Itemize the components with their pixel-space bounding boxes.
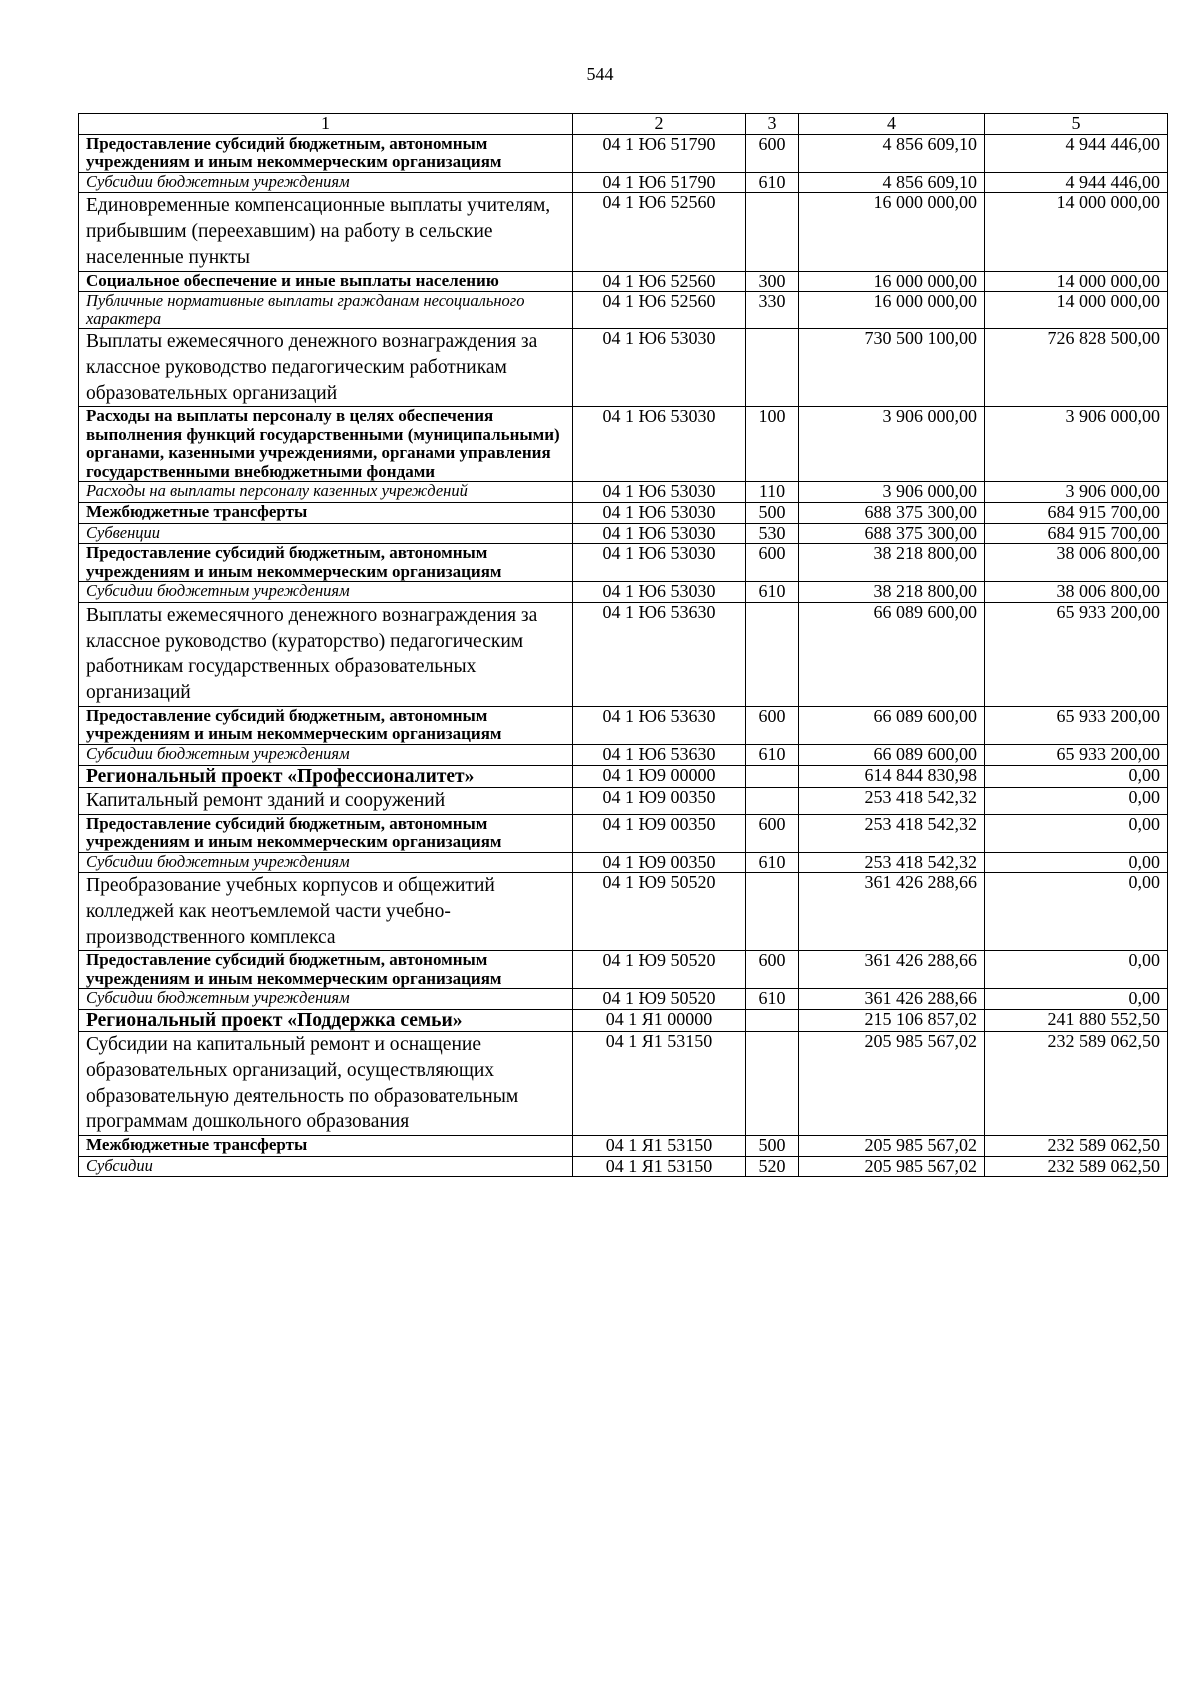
row-amount-2-cell: 0,00 [985,951,1168,989]
table-row [79,814,1168,852]
row-name-cell: Единовременные компенсационные выплаты учителям, прибывшим (переехавшим) на работу в сельские населенные пункты [79,193,573,271]
row-code-cell: 04 1 Ю9 00350 [573,852,746,873]
row-code-cell: 04 1 Я1 00000 [573,1010,746,1032]
header-col-2: 2 [573,114,746,135]
row-amount-1-cell: 215 106 857,02 [799,1010,985,1032]
row-expense-type-cell: 520 [746,1156,799,1177]
row-name-cell: Расходы на выплаты персоналу в целях обеспечения выполнения функций государственными (муниципальными) органами, казенными учреждениями, органами управления государственными внебюджетными фондами [79,407,573,482]
row-expense-type-cell [746,329,799,407]
row-name-cell: Региональный проект «Профессионалитет» [79,765,573,787]
row-name-cell: Преобразование учебных корпусов и общежитий колледжей как неотъемлемой части учебно-производственного комплекса [79,873,573,951]
row-code-cell: 04 1 Ю6 53030 [573,407,746,482]
header-row [79,114,1168,135]
row-name-cell: Субсидии бюджетным учреждениям [79,172,573,193]
budget-table [78,113,1168,1177]
row-amount-1-cell: 3 906 000,00 [799,407,985,482]
row-expense-type-cell: 610 [746,582,799,603]
row-code-cell: 04 1 Ю6 53030 [573,582,746,603]
row-code-cell: 04 1 Ю9 00350 [573,787,746,814]
row-amount-2-cell: 232 589 062,50 [985,1032,1168,1136]
table-body [79,134,1168,1177]
table-row [79,407,1168,482]
row-name-cell: Предоставление субсидий бюджетным, автономным учреждениям и иным некоммерческим организациям [79,544,573,582]
row-amount-2-cell: 0,00 [985,852,1168,873]
row-name-cell: Межбюджетные трансферты [79,1136,573,1157]
row-name-cell: Социальное обеспечение и иные выплаты населению [79,271,573,292]
row-name-cell: Публичные нормативные выплаты гражданам несоциального характера [79,292,573,329]
row-name-cell: Субвенции [79,523,573,544]
row-code-cell: 04 1 Ю9 50520 [573,951,746,989]
table-row [79,271,1168,292]
row-code-cell: 04 1 Ю6 53030 [573,482,746,503]
row-amount-2-cell: 4 944 446,00 [985,134,1168,172]
row-expense-type-cell: 610 [746,989,799,1010]
table-row [79,1032,1168,1136]
row-name-cell: Субсидии бюджетным учреждениям [79,744,573,765]
row-code-cell: 04 1 Ю6 53630 [573,744,746,765]
row-amount-2-cell: 4 944 446,00 [985,172,1168,193]
header-col-1: 1 [79,114,573,135]
row-amount-2-cell: 65 933 200,00 [985,602,1168,706]
row-amount-2-cell: 14 000 000,00 [985,292,1168,329]
row-expense-type-cell: 300 [746,271,799,292]
row-code-cell: 04 1 Ю6 51790 [573,172,746,193]
table-row [79,787,1168,814]
table-row [79,292,1168,329]
table-row [79,989,1168,1010]
row-amount-1-cell: 66 089 600,00 [799,706,985,744]
row-amount-2-cell: 0,00 [985,765,1168,787]
row-amount-2-cell: 38 006 800,00 [985,582,1168,603]
row-amount-1-cell: 3 906 000,00 [799,482,985,503]
table-row [79,582,1168,603]
row-expense-type-cell: 500 [746,503,799,524]
page-number: 544 [586,64,614,84]
row-code-cell: 04 1 Я1 53150 [573,1156,746,1177]
row-amount-1-cell: 38 218 800,00 [799,582,985,603]
row-amount-2-cell: 232 589 062,50 [985,1136,1168,1157]
row-amount-1-cell: 66 089 600,00 [799,602,985,706]
row-amount-1-cell: 688 375 300,00 [799,503,985,524]
row-name-cell: Предоставление субсидий бюджетным, автономным учреждениям и иным некоммерческим организациям [79,134,573,172]
row-amount-1-cell: 205 985 567,02 [799,1136,985,1157]
row-amount-1-cell: 205 985 567,02 [799,1032,985,1136]
row-amount-2-cell: 65 933 200,00 [985,706,1168,744]
row-name-cell: Предоставление субсидий бюджетным, автономным учреждениям и иным некоммерческим организациям [79,814,573,852]
row-amount-1-cell: 4 856 609,10 [799,172,985,193]
row-name-cell: Субсидии бюджетным учреждениям [79,852,573,873]
row-name-cell: Субсидии бюджетным учреждениям [79,582,573,603]
table-row [79,482,1168,503]
row-expense-type-cell: 530 [746,523,799,544]
row-name-cell: Выплаты ежемесячного денежного вознаграждения за классное руководство педагогическим работникам образовательных организаций [79,329,573,407]
row-expense-type-cell: 600 [746,706,799,744]
row-code-cell: 04 1 Я1 53150 [573,1136,746,1157]
row-amount-2-cell: 3 906 000,00 [985,482,1168,503]
row-amount-2-cell: 726 828 500,00 [985,329,1168,407]
row-name-cell: Межбюджетные трансферты [79,503,573,524]
row-name-cell: Предоставление субсидий бюджетным, автономным учреждениям и иным некоммерческим организациям [79,951,573,989]
row-expense-type-cell [746,1032,799,1136]
row-code-cell: 04 1 Я1 53150 [573,1032,746,1136]
row-expense-type-cell [746,765,799,787]
row-expense-type-cell [746,602,799,706]
table-header [79,114,1168,135]
table-row [79,873,1168,951]
row-expense-type-cell: 330 [746,292,799,329]
row-amount-2-cell: 38 006 800,00 [985,544,1168,582]
header-col-3: 3 [746,114,799,135]
row-code-cell: 04 1 Ю9 00000 [573,765,746,787]
row-amount-1-cell: 16 000 000,00 [799,292,985,329]
row-code-cell: 04 1 Ю6 51790 [573,134,746,172]
row-name-cell: Выплаты ежемесячного денежного вознаграждения за классное руководство (кураторство) педагогическим работникам государственных образовательных организаций [79,602,573,706]
row-amount-2-cell: 0,00 [985,814,1168,852]
row-name-cell: Субсидии бюджетным учреждениям [79,989,573,1010]
row-amount-2-cell: 0,00 [985,787,1168,814]
row-expense-type-cell: 600 [746,951,799,989]
table-row [79,193,1168,271]
row-amount-2-cell: 3 906 000,00 [985,407,1168,482]
row-amount-1-cell: 38 218 800,00 [799,544,985,582]
row-amount-1-cell: 688 375 300,00 [799,523,985,544]
row-amount-2-cell: 241 880 552,50 [985,1010,1168,1032]
row-amount-2-cell: 14 000 000,00 [985,193,1168,271]
row-amount-1-cell: 614 844 830,98 [799,765,985,787]
row-amount-1-cell: 253 418 542,32 [799,787,985,814]
row-amount-2-cell: 684 915 700,00 [985,523,1168,544]
row-code-cell: 04 1 Ю6 53030 [573,503,746,524]
row-name-cell: Расходы на выплаты персоналу казенных учреждений [79,482,573,503]
table-row [79,1136,1168,1157]
row-amount-1-cell: 16 000 000,00 [799,193,985,271]
row-code-cell: 04 1 Ю6 53630 [573,602,746,706]
row-amount-1-cell: 4 856 609,10 [799,134,985,172]
table-row [79,951,1168,989]
row-amount-1-cell: 361 426 288,66 [799,873,985,951]
row-amount-1-cell: 66 089 600,00 [799,744,985,765]
row-code-cell: 04 1 Ю6 53030 [573,544,746,582]
table-row [79,523,1168,544]
row-amount-2-cell: 0,00 [985,873,1168,951]
table-row [79,172,1168,193]
row-amount-1-cell: 361 426 288,66 [799,951,985,989]
row-name-cell: Субсидии [79,1156,573,1177]
row-expense-type-cell: 610 [746,852,799,873]
row-expense-type-cell: 600 [746,134,799,172]
table-row [79,503,1168,524]
table-row [79,329,1168,407]
row-code-cell: 04 1 Ю6 52560 [573,193,746,271]
table-row [79,544,1168,582]
row-name-cell: Капитальный ремонт зданий и сооружений [79,787,573,814]
row-expense-type-cell [746,873,799,951]
row-code-cell: 04 1 Ю6 53030 [573,329,746,407]
header-col-5: 5 [985,114,1168,135]
table-row [79,744,1168,765]
row-expense-type-cell: 610 [746,744,799,765]
table-row [79,706,1168,744]
row-expense-type-cell: 110 [746,482,799,503]
row-code-cell: 04 1 Ю6 52560 [573,292,746,329]
table-row [79,602,1168,706]
table-row [79,134,1168,172]
row-name-cell: Субсидии на капитальный ремонт и оснащение образовательных организаций, осуществляющих образовательную деятельность по образовательным программам дошкольного образования [79,1032,573,1136]
row-amount-1-cell: 253 418 542,32 [799,814,985,852]
row-expense-type-cell: 610 [746,172,799,193]
row-name-cell: Региональный проект «Поддержка семьи» [79,1010,573,1032]
row-expense-type-cell [746,193,799,271]
header-col-4: 4 [799,114,985,135]
table-row [79,852,1168,873]
row-expense-type-cell [746,787,799,814]
row-expense-type-cell: 100 [746,407,799,482]
row-name-cell: Предоставление субсидий бюджетным, автономным учреждениям и иным некоммерческим организациям [79,706,573,744]
row-code-cell: 04 1 Ю6 53630 [573,706,746,744]
row-amount-2-cell: 0,00 [985,989,1168,1010]
row-amount-2-cell: 65 933 200,00 [985,744,1168,765]
row-amount-1-cell: 16 000 000,00 [799,271,985,292]
row-expense-type-cell: 500 [746,1136,799,1157]
row-expense-type-cell: 600 [746,814,799,852]
row-amount-2-cell: 232 589 062,50 [985,1156,1168,1177]
table-row [79,1156,1168,1177]
table-row [79,765,1168,787]
row-amount-2-cell: 14 000 000,00 [985,271,1168,292]
row-code-cell: 04 1 Ю9 50520 [573,989,746,1010]
row-code-cell: 04 1 Ю9 50520 [573,873,746,951]
row-code-cell: 04 1 Ю9 00350 [573,814,746,852]
row-amount-2-cell: 684 915 700,00 [985,503,1168,524]
table-row [79,1010,1168,1032]
row-amount-1-cell: 253 418 542,32 [799,852,985,873]
row-amount-1-cell: 205 985 567,02 [799,1156,985,1177]
row-code-cell: 04 1 Ю6 52560 [573,271,746,292]
row-expense-type-cell: 600 [746,544,799,582]
row-expense-type-cell [746,1010,799,1032]
row-code-cell: 04 1 Ю6 53030 [573,523,746,544]
row-amount-1-cell: 361 426 288,66 [799,989,985,1010]
row-amount-1-cell: 730 500 100,00 [799,329,985,407]
